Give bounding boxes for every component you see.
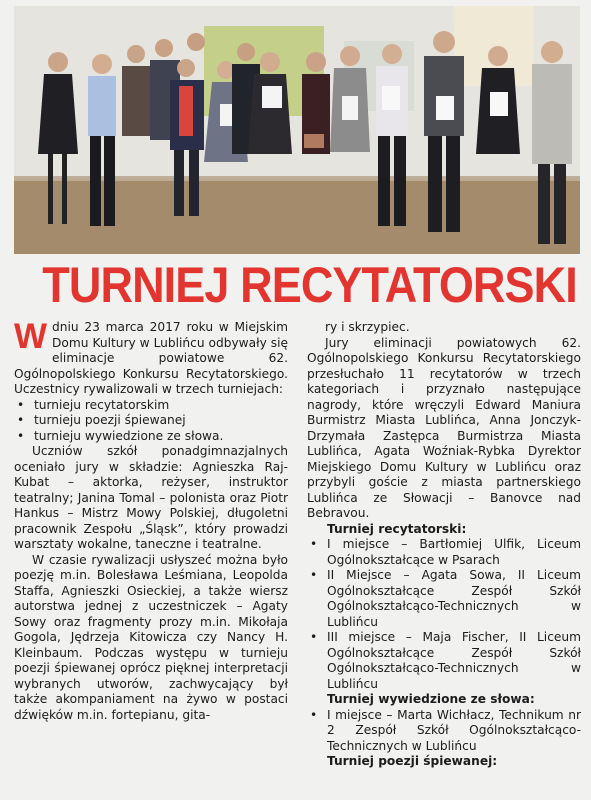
list-item: • turnieju poezji śpiewanej: [14, 413, 288, 429]
heading-word: Turniej wywiedzione ze słowa:: [327, 692, 535, 706]
article-column-right: [307, 320, 581, 770]
heading-recitation: Turniej recytatorski:: [327, 521, 467, 536]
intro-paragraph: [14, 317, 288, 398]
heading-poetry: Turniej poezji śpiewanej:: [327, 754, 498, 768]
list-item: • I miejsce – Marta Wichłacz, Technikum nr 2 Zespół Szkół Ogólnokształcąco-Technicznych w Lublińcu: [307, 708, 581, 755]
group-photo: [14, 6, 580, 254]
rivalry-paragraph: W czasie rywalizacji usłyszeć można było poezję m.in. Bolesława Leśmiana, Leopolda Staffa, Agnieszki Osieckiej, a także wiersz autorstwa jednej z uczestniczek – Agaty Sowy oraz fragmenty prozy m.in. Mikołaja Gogola, Jędrzeja Kitowicza czy Nancy H. Kleinbaum. Podczas występu w turnieju poezji śpiewanej oprócz pięknej interpretacji wybranych utworów, zachwycający był także akompaniament na żywo w postaci dźwięków m.in. fortepianu, gita-: [14, 552, 288, 722]
list-item: • I miejsce – Bartłomiej Ulfik, Liceum Ogólnokształcące w Psarach: [307, 537, 581, 568]
recitation-results-list: [307, 537, 581, 692]
word-results-list: [307, 708, 581, 755]
drop-cap: W: [14, 317, 48, 356]
tournament-list: [14, 398, 288, 445]
continuation-text: ry i skrzypiec.: [325, 320, 410, 334]
group-photo-illustration: [14, 6, 580, 254]
intro-text: dniu 23 marca 2017 roku w Miejskim Domu Kultury w Lublińcu odbywały się eliminacje powiatowe 62. Ogólnopolskiego Konkursu Recytatorskiego. Uczestnicy rywalizowali w trzech turniejach:: [14, 320, 288, 396]
article-title: TURNIEJ RECYTATORSKI: [42, 257, 577, 313]
article-column-left: [14, 317, 288, 723]
jury-paragraph: Uczniów szkół ponadgimnazjalnych oceniało jury w składzie: Agnieszka Raj-Kubat – aktorka, reżyser, instruktor teatralny; Janina Tomal – polonista oraz Piotr Hankus – Mistrz Mowy Polskiej, długoletni pracownik Zespołu „Śląsk”, który prowadzi warsztaty wokalne, taneczne i teatralne.: [14, 444, 288, 551]
list-item: • III miejsce – Maja Fischer, II Liceum Ogólnokształcące Zespół Szkół Ogólnokształcąco-Technicznych w Lublińcu: [307, 630, 581, 692]
results-paragraph: Jury eliminacji powiatowych 62. Ogólnopolskiego Konkursu Recytatorskiego przesłuchało 11 recytatorów w trzech kategoriach i przyznało następujące nagrody, które wręczyli Edward Maniura Burmistrz Miasta Lublińca, Anna Jonczyk-Drzymała Zastępca Burmistrza Miasta Lublińca, Agata Woźniak-Rybka Dyrektor Miejskiego Domu Kultury w Lublińcu oraz przybyli goście z miasta partnerskiego Lublińca ze Słowacji – Banovce nad Bebravou.: [307, 335, 581, 520]
list-item: • II Miejsce – Agata Sowa, II Liceum Ogólnokształcące Zespół Szkół Ogólnokształcąco-Technicznych w Lublińcu: [307, 568, 581, 630]
list-item: • turnieju recytatorskim: [14, 398, 288, 414]
list-item: • turnieju wywiedzione ze słowa.: [14, 429, 288, 445]
